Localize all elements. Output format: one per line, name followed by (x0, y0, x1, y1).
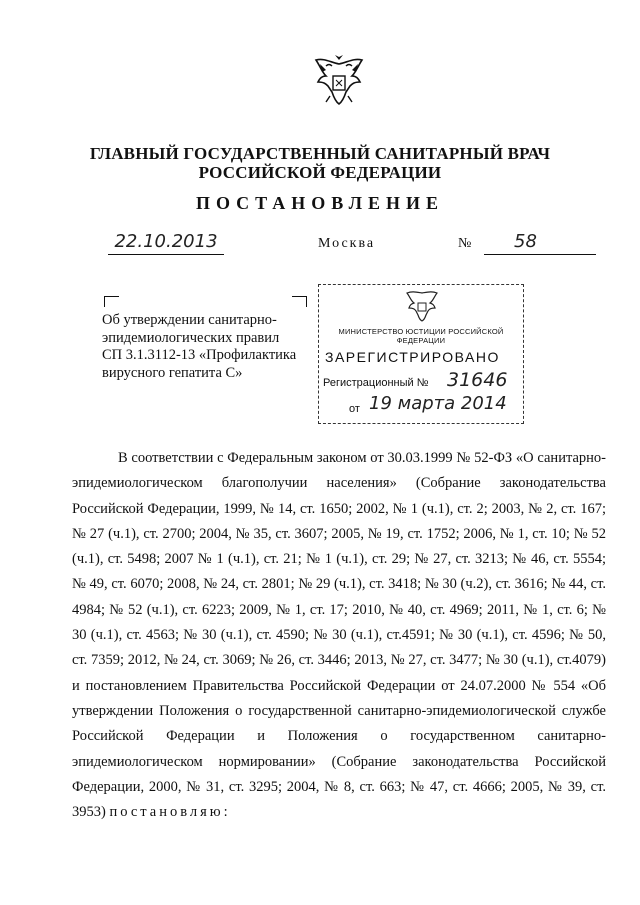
number-sign: № (458, 236, 472, 251)
stamp-eagle-icon (405, 289, 439, 323)
subject-line: СП 3.1.3112-13 «Профилактика (102, 347, 297, 363)
stamp-from-label: от (349, 403, 360, 415)
stamp-reg-number: 31646 (447, 369, 508, 391)
subject-bracket-left (104, 296, 119, 307)
document-type: ПОСТАНОВЛЕНИЕ (195, 193, 445, 213)
body-closing: постановляю: (109, 804, 231, 821)
subject-line: вирусного гепатита С» (102, 364, 243, 381)
issuer-country: РОССИЙСКОЙ ФЕДЕРАЦИИ (198, 163, 442, 182)
document-subject (102, 312, 312, 382)
stamp-reg-date: 19 марта 2014 (369, 393, 507, 414)
stamp-reg-label: Регистрационный № (323, 377, 429, 389)
subject-bracket-right (292, 296, 307, 307)
body-paragraph: В соответствии с Федеральным законом от 30.03.1999 № 52-ФЗ «О санитарно-эпидемиологическом благополучии населения» (Собрание законодательства Российской Федерации, 1999, № 14, ст. 1650; 2002, № 1 (ч.1), ст. 2; 2003, № 2, ст. 167; № 27 (ч.1), ст. 2700; 2004, № 35, ст. 3607; 2005, № 19, ст. 1752; 2006, № 1, ст. 10; № 52 (ч.1), ст. 5498; 2007 № 1 (ч.1), ст. 21; № 1 (ч.1), ст. 29; № 27, ст. 3213; № 46, ст. 5554; № 49, ст. 6070; 2008, № 24, ст. 2801; № 29 (ч.1), ст. 3418; № 30 (ч.2), ст. 3616; № 44, ст. 4984; № 52 (ч.1), ст. 6223; 2009, № 1, ст. 17; 2010, № 40, ст. 4969; 2011, № 1, ст. 6; № 30 (ч.1), ст. 4563; № 30 (ч.1), ст. 4590; № 30 (ч.1), ст.4591; № 30 (ч.1), ст. 4596; № 50, ст. 7359; 2012, № 24, ст. 3069; № 26, ст. 3446; 2013, № 27, ст. 3477; № 30 (ч.1), ст.4079) и постановлением Правительства Российской Федерации от 24.07.2000 № 554 «Об утверждении Положения о государственной санитарно-эпидемиологической службе Российской Федерации и Положения о государственном санитарно-эпидемиологическом нормировании» (Собрание законодательства Российской Федерации, 2000, № 31, ст. 3295; 2004, № 8, ст. 663; № 47, ст. 4666; 2005, № 39, ст. 3953) (72, 450, 606, 821)
subject-line: эпидемиологических правил (102, 329, 280, 346)
document-number: 58 (484, 230, 596, 255)
stamp-registered: ЗАРЕГИСТРИРОВАНО (325, 349, 500, 365)
registration-stamp (318, 284, 524, 424)
document-body (72, 446, 606, 825)
subject-line: Об утверждении санитарно- (102, 312, 277, 328)
stamp-ministry: МИНИСТЕРСТВО ЮСТИЦИИ РОССИЙСКОЙ ФЕДЕРАЦИИ (338, 327, 504, 345)
document-city: Москва (318, 236, 376, 251)
document-date: 22.10.2013 (108, 230, 224, 255)
russian-coat-of-arms-icon (312, 52, 366, 110)
issuer-title: ГЛАВНЫЙ ГОСУДАРСТВЕННЫЙ САНИТАРНЫЙ ВРАЧ (89, 144, 551, 163)
